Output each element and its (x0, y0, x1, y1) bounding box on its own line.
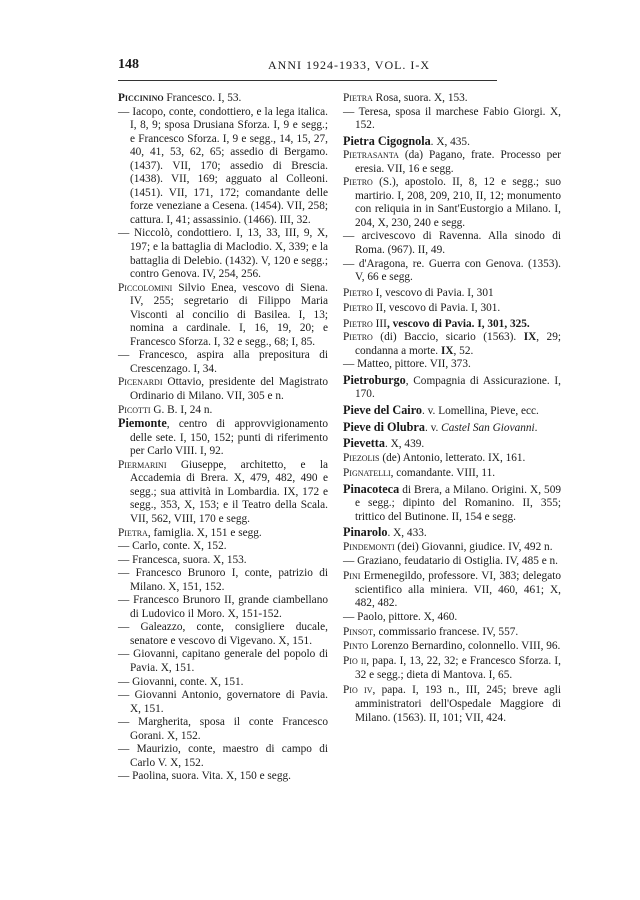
index-entry: — Iacopo, conte, condottiero, e la lega italica. I, 8, 9; sposa Drusiana Sforza. I, 9 e segg.; e Francesco Sforza. I, 9 e segg., 14, 15, 27, 40, 41, 53, 62, 65; assedio di Bergamo. (1437). VII, 170; assedio di Brescia. (1438). VII, 169; agguato al Colleoni. (1451). VII, 171, 172; comandante delle forze veneziane a Cesena. (1454). VII, 258; cattura. I, 41; assassinio. (1466). III, 32. (118, 105, 328, 226)
index-entry: Pietro II, vescovo di Pavia. I, 301. (343, 302, 501, 315)
left-column (118, 92, 328, 784)
index-entry: Pietra, famiglia. X, 151 e segg. (118, 526, 262, 539)
index-entry: — Margherita, sposa il conte Francesco Gorani. X, 152. (118, 716, 328, 742)
header-rule (118, 80, 497, 81)
index-entry: Pinto Lorenzo Bernardino, colonnello. VIII, 96. (343, 639, 561, 652)
index-entry: — Giovanni Antonio, governatore di Pavia. X, 151. (118, 689, 328, 715)
index-entry: Piccinino Francesco. I, 53. (118, 92, 242, 104)
index-entry: Piemonte, centro di approvvigionamento delle sete. I, 150, 152; punti di riferimento per Carlo VIII. I, 92. (118, 416, 328, 458)
index-entry: — Giovanni, conte. X, 151. (118, 675, 244, 688)
page-number: 148 (118, 57, 139, 72)
index-entry: Pietra Cigognola. X, 435. (343, 133, 470, 148)
index-entry: — Niccolò, condottiero. I, 13, 33, III, 9, X, 197; e la battaglia di Maclodio. X, 339; e la battaglia di Delebio. (1432). V, 120 e segg.; contro Genova. IV, 254, 256. (118, 227, 328, 281)
index-entry: Pinsot, commissario francese. IV, 557. (343, 626, 519, 639)
index-entry: Pietro III, vescovo di Pavia. I, 301, 325. (343, 317, 530, 330)
index-entry: Pini Ermenegildo, professore. VI, 383; delegato scientifico alla miniera. VII, 460, 461; X, 482, 482. (343, 570, 561, 610)
index-entry: — Francesco Brunoro I, conte, patrizio di Milano. X, 151, 152. (118, 567, 328, 593)
index-entry: Pietro I, vescovo di Pavia. I, 301 (343, 286, 494, 299)
index-entry: Picenardi Ottavio, presidente del Magistrato Ordinario di Milano. VII, 305 e n. (118, 376, 328, 403)
index-entry: — Teresa, sposa il marchese Fabio Giorgi. X, 152. (343, 105, 561, 132)
index-entry: Pignatelli, comandante. VIII, 11. (343, 467, 496, 480)
index-entry: Pieve di Olubra. v. Castel San Giovanni. (343, 419, 538, 434)
index-entry: Piezolis (de) Antonio, letterato. IX, 161. (343, 451, 526, 464)
index-entry: — Galeazzo, conte, consigliere ducale, senatore e vescovo di Vigevano. X, 151. (118, 621, 328, 647)
index-entry: Pieve del Cairo. v. Lomellina, Pieve, ecc. (343, 403, 539, 418)
page-header (118, 57, 498, 75)
index-entry: Pietroburgo, Compagnia di Assicurazione. I, 170. (343, 372, 561, 401)
index-entry: — Maurizio, conte, maestro di campo di Carlo V. X, 152. (118, 743, 328, 769)
index-entry: — Francesco, aspira alla prepositura di Crescenzago. I, 34. (118, 349, 328, 375)
index-entry: Piermarini Giuseppe, architetto, e la Accademia di Brera. X, 479, 482, 490 e segg.; sua attività in Lombardia. IX, 172 e segg., 353, X, 153; e il Teatro della Scala. VII, 562, VIII, 170 e segg. (118, 458, 328, 525)
index-entry: — Paolo, pittore. X, 460. (343, 610, 458, 623)
index-entry: — d'Aragona, re. Guerra con Genova. (1353). V, 66 e segg. (343, 257, 561, 284)
index-entry: — Graziano, feudatario di Ostiglia. IV, 485 e n. (343, 554, 559, 567)
right-column (343, 92, 561, 725)
index-entry: — Francesco Brunoro II, grande ciambellano di Ludovico il Moro. X, 151-152. (118, 594, 328, 620)
index-entry: Piccolomini Silvio Enea, vescovo di Siena. IV, 255; segretario di Filippo Maria Visconti al concilio di Basilea. I, 13; nomina a cardinale. I, 16, 19, 20; e Francesco Sforza. I, 32 e segg., 68; I, 85. (118, 281, 328, 348)
index-entry: Pinarolo. X, 433. (343, 525, 427, 540)
index-entry: Pindemonti (dei) Giovanni, giudice. IV, 492 n. (343, 540, 553, 553)
index-entry: Picotti G. B. I, 24 n. (118, 403, 213, 416)
index-entry: Pietra Rosa, suora. X, 153. (343, 92, 468, 104)
index-entry: Pievetta. X, 439. (343, 436, 425, 451)
index-entry: — Francesca, suora. X, 153. (118, 553, 247, 566)
index-entry: Pio ii, papa. I, 13, 22, 32; e Francesco Sforza. I, 32 e segg.; dieta di Mantova. I, 65. (343, 655, 561, 681)
index-entry: Pietro (di) Baccio, sicario (1563). IX, 29; condanna a morte. IX, 52. (343, 331, 561, 357)
index-entry: — Giovanni, capitano generale del popolo di Pavia. X, 151. (118, 648, 328, 674)
index-entry: — arcivescovo di Ravenna. Alla sinodo di Roma. (967). II, 49. (343, 230, 561, 257)
running-title: ANNI 1924-1933, VOL. I-X (268, 58, 431, 72)
index-entry: — Matteo, pittore. VII, 373. (343, 358, 471, 371)
index-entry: — Carlo, conte. X, 152. (118, 540, 227, 553)
index-entry: — Paolina, suora. Vita. X, 150 e segg. (118, 770, 291, 783)
index-entry: Pietro (S.), apostolo. II, 8, 12 e segg.; suo martirio. I, 208, 209, 210, II, 12; monumento con reliquia in in Sant'Eustorgio a Milano. I, 204, X, 230, 240 e segg. (343, 176, 561, 229)
index-entry: Pietrasanta (da) Pagano, frate. Processo per eresia. VII, 16 e segg. (343, 149, 561, 175)
index-entry: Pinacoteca di Brera, a Milano. Origini. X, 509 e segg.; dipinto del Romanino. II, 355; trittico del Butinone. II, 154 e segg. (343, 481, 561, 523)
index-entry: Pio iv, papa. I, 193 n., III, 245; breve agli amministratori dell'Ospedale Maggiore di Milano. (1563). II, 101; VII, 424. (343, 684, 562, 724)
